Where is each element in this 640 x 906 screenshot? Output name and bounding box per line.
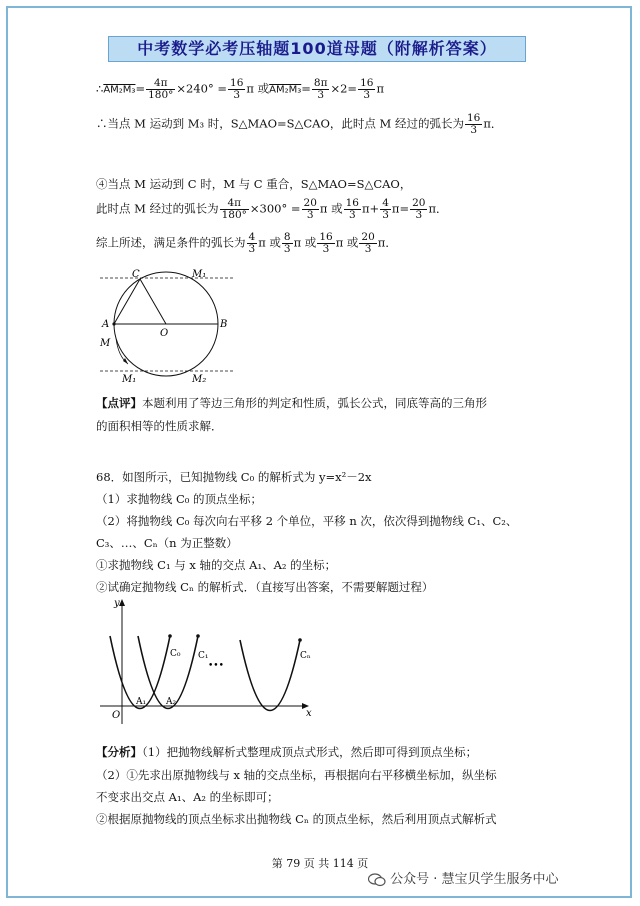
fraction: $\frac{8\pi}{3}$ bbox=[313, 77, 328, 101]
problem-68-line-5: ①求抛物线 C₁ 与 x 轴的交点 A₁、A₂ 的坐标； bbox=[96, 558, 337, 572]
problem-68-line-2: （1）求抛物线 C₀ 的顶点坐标； bbox=[96, 492, 263, 506]
label-B: B bbox=[220, 319, 228, 330]
fraction: $\frac{4}{3}$ bbox=[248, 231, 256, 255]
fraction: $\frac{16}{3}$ bbox=[319, 231, 333, 255]
fraction: $\frac{16}{3}$ bbox=[345, 197, 359, 221]
label-x-axis: x bbox=[306, 708, 312, 719]
label-A: A bbox=[102, 319, 110, 330]
label-M1-top: M₁ bbox=[192, 269, 207, 280]
problem-68-line-4: C₃、…、Cₙ（n 为正整数） bbox=[96, 536, 238, 550]
fraction: $\frac{16}{3}$ bbox=[467, 112, 481, 136]
comment-line-2: 的面积相等的性质求解． bbox=[96, 419, 223, 433]
fraction: $\frac{16}{3}$ bbox=[230, 77, 244, 101]
label-M1-bottom: M₁ bbox=[122, 374, 137, 385]
fraction: $\frac{20}{3}$ bbox=[412, 197, 426, 221]
fraction: $\frac{16}{3}$ bbox=[360, 77, 374, 101]
label-M: M bbox=[100, 338, 111, 349]
analysis-line-3: 不变求出交点 A₁、A₂ 的坐标即可； bbox=[96, 790, 279, 804]
comment-tag: 【点评】 bbox=[96, 396, 142, 410]
solution-line-2: ∴当点 M 运动到 M₃ 时，S△MAO=S△CAO，此时点 M 经过的弧长为 $\frac{16}{3}$ π． bbox=[96, 112, 503, 136]
label-Cn: Cₙ bbox=[300, 651, 311, 661]
fraction: $\frac{4\pi}{180^\circ}$ bbox=[148, 77, 174, 101]
analysis-line-2: （2）①先求出原抛物线与 x 轴的交点坐标，再根据向右平移横坐标加，纵坐标 bbox=[96, 768, 497, 782]
analysis-line-1: 【分析】（1）把抛物线解析式整理成顶点式形式，然后即可得到顶点坐标； bbox=[96, 745, 478, 759]
solution-line-3: ④当点 M 运动到 C 时，M 与 C 重合，S△MAO=S△CAO， bbox=[96, 177, 412, 191]
fraction: $\frac{20}{3}$ bbox=[303, 197, 317, 221]
label-y-axis: y bbox=[114, 598, 120, 609]
label-O: O bbox=[160, 328, 169, 339]
problem-68-line-6: ②试确定抛物线 Cₙ 的解析式．（直接写出答案，不需要解题过程） bbox=[96, 580, 434, 594]
label-C: C bbox=[132, 269, 140, 280]
analysis-tag: 【分析】 bbox=[96, 745, 142, 759]
label-origin: O bbox=[112, 710, 121, 721]
fraction: $\frac{4}{3}$ bbox=[382, 197, 389, 221]
fraction: $\frac{20}{3}$ bbox=[361, 231, 375, 255]
label-A2: A₂ bbox=[166, 697, 177, 707]
wechat-icon bbox=[368, 873, 386, 887]
document-page bbox=[6, 6, 632, 898]
solution-line-1: ∴AM₂M₃= $\frac{4\pi}{180^\circ}$ ×240° = $\frac{16}{3}$ π 或AM₂M₃= $\frac{8\pi}{3}$ ×2= $\frac{16}{3}$ π bbox=[96, 77, 385, 101]
label-C0: C₀ bbox=[170, 649, 181, 659]
label-M2: M₂ bbox=[192, 374, 207, 385]
label-C1: C₁ bbox=[198, 651, 209, 661]
problem-68-line-3: （2）将抛物线 C₀ 每次向右平移 2 个单位，平移 n 次，依次得到抛物线 C₁、C₂、 bbox=[96, 514, 518, 528]
solution-line-5: 综上所述，满足条件的弧长为 $\frac{4}{3}$ π 或 $\frac{8}{3}$ π 或 $\frac{16}{3}$ π 或 $\frac{20}{3}$ π． bbox=[96, 231, 397, 255]
label-ellipsis: ••• bbox=[208, 661, 224, 671]
analysis-line-4: ②根据原抛物线的顶点坐标求出抛物线 Cₙ 的顶点坐标，然后利用顶点式解析式 bbox=[96, 812, 497, 826]
solution-line-4: 此时点 M 经过的弧长为 $\frac{4\pi}{180^\circ}$ ×300° = $\frac{20}{3}$ π 或 $\frac{16}{3}$ π+ $\frac{4}{3}$ π= $\frac{20}{3}$ π． bbox=[96, 197, 448, 221]
page-number: 第 79 页 共 114 页 bbox=[271, 857, 369, 870]
fraction: $\frac{4\pi}{180^\circ}$ bbox=[221, 197, 247, 221]
label-A1: A₁ bbox=[136, 697, 147, 707]
page-title: 中考数学必考压轴题100道母题（附解析答案） bbox=[108, 36, 526, 62]
circle-figure bbox=[94, 264, 244, 394]
watermark: 公众号 · 慧宝贝学生服务中心 bbox=[368, 868, 559, 887]
problem-68-line-1: 68．如图所示，已知抛物线 C₀ 的解析式为 y=x²－2x bbox=[96, 470, 372, 484]
comment-line-1: 【点评】本题利用了等边三角形的判定和性质，弧长公式，同底等高的三角形 bbox=[96, 396, 487, 410]
parabola-figure bbox=[100, 596, 320, 728]
fraction: $\frac{8}{3}$ bbox=[283, 231, 291, 255]
